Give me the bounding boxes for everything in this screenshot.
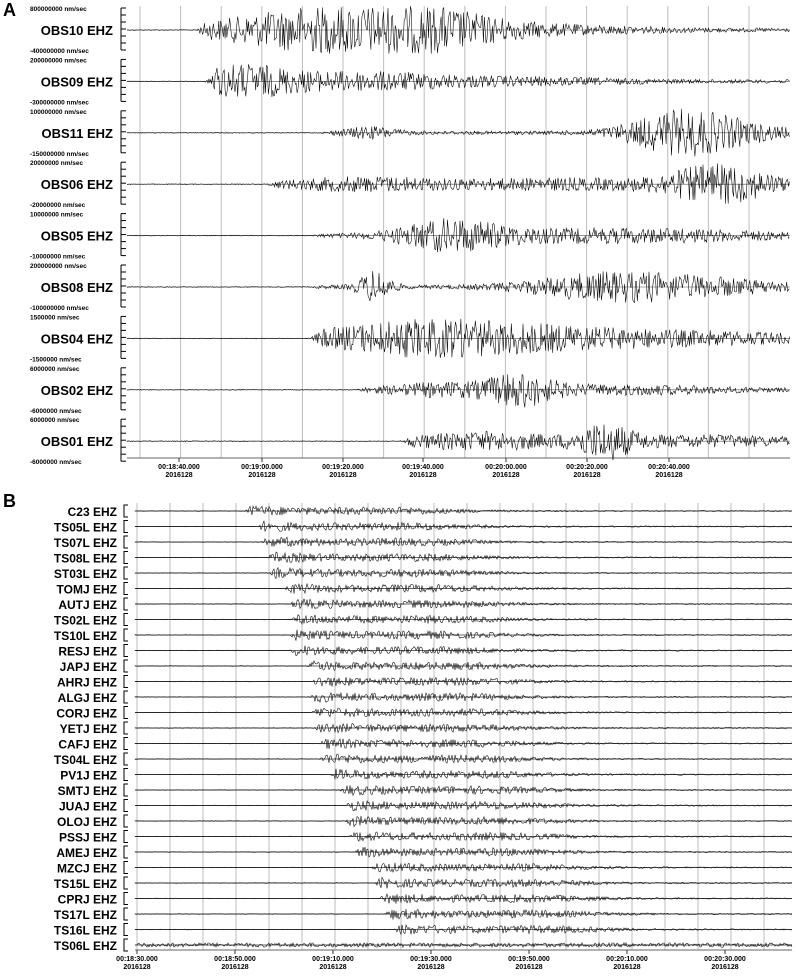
trace-label: CPRJ EHZ — [57, 892, 117, 907]
scale-bottom-label: -6000000 nm/sec — [30, 407, 82, 415]
trace-label: ST03L EHZ — [53, 567, 117, 581]
scale-bottom-label: -10000000 nm/sec — [30, 253, 86, 261]
trace-bracket — [124, 598, 128, 610]
trace-bracket — [124, 505, 128, 517]
trace-bracket — [124, 707, 128, 719]
trace-label: OBS04 EHZ — [40, 331, 113, 347]
trace-bracket — [124, 629, 128, 641]
trace-label: OBS09 EHZ — [40, 74, 113, 90]
trace-label: RESJ EHZ — [58, 644, 117, 659]
trace-label: TS06L EHZ — [53, 939, 117, 953]
x-tick-date: 2016128 — [165, 472, 193, 479]
trace-label: TS07L EHZ — [53, 536, 117, 550]
panel-letter-b: B — [3, 491, 16, 511]
trace-label: CAFJ EHZ — [58, 737, 117, 752]
x-tick-date: 2016128 — [123, 964, 151, 971]
scale-bottom-label: -20000000 nm/sec — [30, 202, 86, 210]
trace-bracket — [124, 862, 128, 874]
x-tick-label: 00:18:40.000 — [158, 464, 200, 471]
x-tick-label: 00:19:30.000 — [410, 956, 452, 963]
x-tick-date: 2016128 — [655, 472, 683, 479]
waveform-obs06-ehz — [127, 163, 789, 203]
trace-label: JUAJ EHZ — [58, 799, 117, 814]
x-tick-date: 2016128 — [248, 472, 276, 479]
trace-bracket — [124, 552, 128, 564]
waveform-obs09-ehz — [127, 64, 789, 97]
x-tick-label: 00:18:50.000 — [214, 956, 256, 963]
trace-label: OBS01 EHZ — [40, 434, 113, 450]
x-tick-label: 00:20:20.000 — [566, 464, 608, 471]
trace-bracket — [124, 645, 128, 657]
x-tick-label: 00:20:40.000 — [648, 464, 690, 471]
scale-top-label: 100000000 nm/sec — [30, 108, 87, 116]
trace-bracket — [124, 800, 128, 812]
scale-top-label: 200000000 nm/sec — [30, 263, 87, 270]
scale-top-label: 800000000 nm/sec — [30, 6, 87, 13]
trace-bracket — [124, 908, 128, 920]
trace-label: JAPJ EHZ — [59, 660, 117, 674]
x-tick-label: 00:19:10.000 — [312, 956, 354, 963]
waveform-ahrj-ehz — [135, 677, 792, 686]
waveform-ts02l-ehz — [135, 615, 792, 624]
x-tick-date: 2016128 — [613, 964, 641, 971]
trace-label: TS10L EHZ — [53, 629, 117, 643]
scale-top-label: 10000000 nm/sec — [30, 211, 84, 219]
trace-label: ALGJ EHZ — [57, 691, 117, 705]
trace-label: OBS05 EHZ — [40, 228, 113, 244]
trace-bracket — [124, 521, 128, 533]
trace-label: TS04L EHZ — [53, 753, 117, 767]
trace-bracket — [124, 567, 128, 579]
x-tick-date: 2016128 — [409, 472, 437, 479]
trace-bracket — [124, 614, 128, 626]
trace-bracket — [124, 753, 128, 765]
x-tick-label: 00:18:30.000 — [116, 956, 158, 963]
trace-label: OBS02 EHZ — [40, 382, 113, 398]
trace-bracket — [124, 660, 128, 672]
trace-bracket — [124, 815, 128, 827]
x-tick-label: 00:20:30.000 — [704, 956, 746, 963]
trace-bracket — [124, 893, 128, 905]
scale-bottom-label: -6000000 nm/sec — [30, 459, 82, 467]
waveform-obs01-ehz — [127, 425, 789, 461]
trace-label: AUTJ EHZ — [58, 598, 117, 612]
scale-top-label: 6000000 nm/sec — [30, 365, 80, 373]
trace-label: TS15L EHZ — [53, 877, 117, 891]
trace-label: TS16L EHZ — [53, 923, 117, 938]
waveform-obs02-ehz — [127, 374, 789, 407]
trace-label: OBS08 EHZ — [40, 280, 113, 295]
trace-label: MZCJ EHZ — [57, 861, 117, 876]
trace-label: OBS11 EHZ — [41, 125, 113, 141]
trace-label: CORJ EHZ — [56, 706, 117, 721]
x-tick-label: 00:19:20.000 — [322, 464, 364, 471]
trace-bracket — [124, 583, 128, 595]
x-tick-date: 2016128 — [221, 964, 249, 971]
trace-label: C23 EHZ — [67, 505, 117, 519]
waveform-obs04-ehz — [127, 319, 789, 358]
x-tick-label: 00:19:00.000 — [241, 464, 283, 471]
x-tick-date: 2016128 — [492, 472, 520, 479]
trace-label: PSSJ EHZ — [58, 830, 117, 845]
trace-bracket — [124, 877, 128, 889]
scale-top-label: 6000000 nm/sec — [30, 417, 80, 425]
trace-label: TS08L EHZ — [53, 551, 117, 566]
trace-bracket — [124, 536, 128, 548]
trace-label: PV1J EHZ — [60, 768, 117, 783]
trace-label: TS05L EHZ — [53, 520, 117, 535]
x-tick-date: 2016128 — [573, 472, 601, 479]
trace-label: OLOJ EHZ — [56, 815, 117, 829]
x-tick-date: 2016128 — [515, 964, 543, 971]
scale-bottom-label: -1500000 nm/sec — [30, 356, 82, 364]
trace-bracket — [124, 939, 128, 951]
scale-bottom-label: -400000000 nm/sec — [30, 48, 89, 55]
trace-label: OBS06 EHZ — [40, 177, 113, 193]
x-tick-date: 2016128 — [711, 964, 739, 971]
trace-label: OBS10 EHZ — [40, 23, 113, 38]
waveform-japj-ehz — [135, 661, 792, 670]
scale-top-label: 1500000 nm/sec — [30, 314, 80, 322]
x-tick-date: 2016128 — [329, 472, 357, 479]
scale-bottom-label: -300000000 nm/sec — [30, 99, 89, 107]
x-tick-date: 2016128 — [417, 964, 445, 971]
trace-label: AHRJ EHZ — [56, 675, 117, 690]
trace-bracket — [124, 924, 128, 936]
scale-bottom-label: -100000000 nm/sec — [30, 305, 89, 312]
trace-label: SMTJ EHZ — [57, 784, 117, 798]
panel-letter-a: A — [3, 0, 16, 20]
trace-label: AMEJ EHZ — [56, 846, 117, 860]
trace-bracket — [124, 738, 128, 750]
waveform-resj-ehz — [135, 646, 792, 656]
x-tick-label: 00:19:40.000 — [402, 464, 444, 471]
trace-label: TS17L EHZ — [53, 908, 117, 922]
x-tick-date: 2016128 — [319, 964, 347, 971]
waveform-obs05-ehz — [127, 218, 789, 252]
x-tick-label: 00:20:00.000 — [485, 464, 527, 471]
trace-label: TS02L EHZ — [53, 613, 117, 628]
scale-top-label: 200000000 nm/sec — [30, 57, 87, 65]
trace-bracket — [124, 769, 128, 781]
waveform-ts04l-ehz — [135, 754, 792, 763]
scale-bottom-label: -150000000 nm/sec — [30, 150, 89, 158]
trace-label: YETJ EHZ — [59, 722, 117, 736]
trace-bracket — [124, 846, 128, 858]
waveform-pv1j-ehz — [135, 769, 792, 780]
trace-bracket — [124, 722, 128, 734]
trace-label: TOMJ EHZ — [56, 582, 117, 597]
scale-top-label: 20000000 nm/sec — [30, 160, 84, 168]
trace-bracket — [124, 784, 128, 796]
x-tick-label: 00:20:10.000 — [606, 956, 648, 963]
x-tick-label: 00:19:50.000 — [508, 956, 550, 963]
trace-bracket — [124, 691, 128, 703]
trace-bracket — [124, 831, 128, 843]
trace-bracket — [124, 676, 128, 688]
